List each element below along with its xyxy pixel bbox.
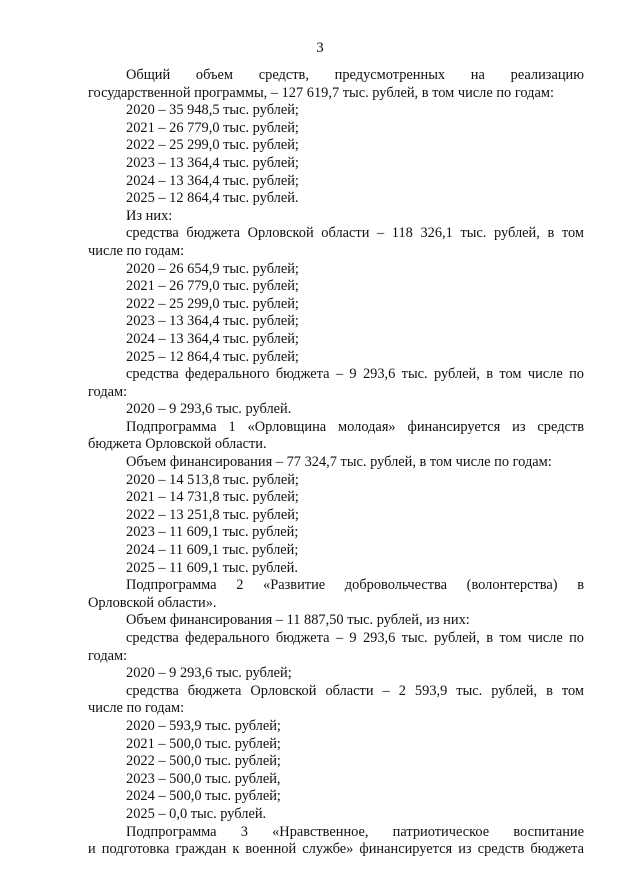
paragraph-subprogram-2-line-2: Орловской области». [88,594,217,611]
list-item: 2022 – 13 251,8 тыс. рублей; [126,506,299,523]
list-item: 2023 – 13 364,4 тыс. рублей; [126,313,299,330]
list-item: 2023 – 11 609,1 тыс. рублей; [126,524,299,541]
page-number: 3 [316,40,324,56]
list-item: 2025 – 11 609,1 тыс. рублей. [126,559,298,576]
list-item: 2025 – 12 864,4 тыс. рублей; [126,348,299,365]
list-item: 2024 – 500,0 тыс. рублей; [126,788,281,805]
list-subprogram-2-regional-by-year [88,718,584,824]
of-them-label: Из них: [126,207,173,224]
paragraph-subprogram-2-federal-line-2: годам: [88,647,128,664]
paragraph-subprogram-1-line-1: Подпрограмма 1 «Орловщина молодая» финансируется из средств [126,418,584,435]
list-regional-by-year [88,261,584,367]
list-federal-by-year [88,401,584,419]
paragraph-regional-line-1: средства бюджета Орловской области – 118 326,1 тыс. рублей, в том [126,225,584,242]
list-item: 2020 – 593,9 тыс. рублей; [126,717,281,734]
list-item: 2020 – 9 293,6 тыс. рублей. [126,401,292,418]
list-subprogram-1-by-year [88,472,584,578]
paragraph-subprogram-2-federal-line-1: средства федерального бюджета – 9 293,6 тыс. рублей, в том числе по [126,630,584,646]
paragraph-regional-line-2: числе по годам: [88,242,185,259]
list-item: 2021 – 26 779,0 тыс. рублей; [126,278,299,295]
list-item: 2024 – 13 364,4 тыс. рублей; [126,330,299,347]
document-body [88,67,584,859]
list-item: 2021 – 500,0 тыс. рублей; [126,735,281,752]
paragraph-subprogram-1-funding: Объем финансирования – 77 324,7 тыс. рублей, в том числе по годам: [126,454,552,471]
list-item: 2023 – 500,0 тыс. рублей, [126,770,281,787]
paragraph-federal-line-2: годам: [88,383,128,400]
list-item: 2020 – 26 654,9 тыс. рублей; [126,260,299,277]
list-item: 2020 – 9 293,6 тыс. рублей; [126,665,292,682]
list-item: 2025 – 12 864,4 тыс. рублей. [126,190,299,207]
list-item: 2024 – 13 364,4 тыс. рублей; [126,172,299,189]
list-item: 2022 – 500,0 тыс. рублей; [126,753,281,770]
paragraph-subprogram-1-line-2: бюджета Орловской области. [88,436,267,453]
paragraph-total-line-2: государственной программы, – 127 619,7 тыс. рублей, в том числе по годам: [88,84,554,101]
paragraph-subprogram-2-funding: Объем финансирования – 11 887,50 тыс. рублей, из них: [126,612,470,629]
paragraph-subprogram-2-line-1: Подпрограмма 2 «Развитие добровольчества (волонтерства) в [126,577,584,594]
list-item: 2022 – 25 299,0 тыс. рублей; [126,137,299,154]
paragraph-subprogram-3-line-2: и подготовка граждан к военной службе» финансируется из средств бюджета [88,841,584,858]
paragraph-subprogram-2-regional-line-1: средства бюджета Орловской области – 2 593,9 тыс. рублей, в том [126,682,584,699]
list-item: 2020 – 14 513,8 тыс. рублей; [126,471,299,488]
list-item: 2021 – 14 731,8 тыс. рублей; [126,489,299,506]
list-item: 2022 – 25 299,0 тыс. рублей; [126,295,299,312]
list-item: 2023 – 13 364,4 тыс. рублей; [126,154,299,171]
list-item: 2024 – 11 609,1 тыс. рублей; [126,542,299,559]
list-item: 2021 – 26 779,0 тыс. рублей; [126,119,299,136]
paragraph-federal-line-1: средства федерального бюджета – 9 293,6 тыс. рублей, в том числе по [126,366,584,383]
paragraph-total-line-1: Общий объем средств, предусмотренных на реализацию [126,67,584,83]
paragraph-subprogram-3-line-1: Подпрограмма 3 «Нравственное, патриотическое воспитание [126,823,584,840]
list-item: 2025 – 0,0 тыс. рублей. [126,805,267,822]
paragraph-subprogram-2-regional-line-2: числе по годам: [88,700,185,717]
list-subprogram-2-federal-by-year [88,665,584,683]
list-item: 2020 – 35 948,5 тыс. рублей; [126,102,299,119]
list-total-by-year [88,102,584,208]
